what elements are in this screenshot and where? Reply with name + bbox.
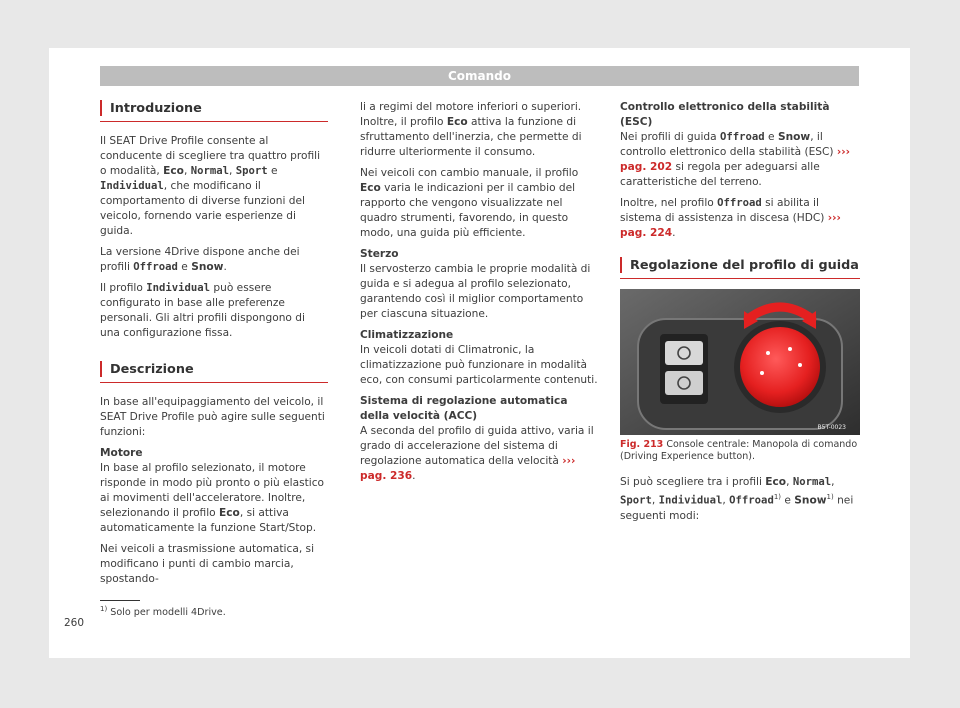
paragraph: Il SEAT Drive Profile consente al conducente di scegliere tra quattro profili o modalità, Eco, Normal, Sport e Individual, che modificano il comportamento di diverse funzioni del veicolo, fornendo varie esperienze di guida. — [100, 135, 321, 237]
paragraph: In base all'equipaggiamento del veicolo, il SEAT Drive Profile può agire sulle seguenti funzioni: — [100, 396, 325, 438]
paragraph: La versione 4Drive dispone anche dei profili Offroad e Snow. — [100, 246, 300, 273]
page-link[interactable]: ››› pag. 224 — [620, 212, 841, 239]
paragraph: Nei profili di guida Offroad e Snow, il controllo elettronico della stabilità (ESC) ››› pag. 202 si regola per adeguarsi alle caratteristiche del terreno. — [620, 131, 851, 188]
page-link[interactable]: ››› pag. 202 — [620, 146, 851, 173]
heading-marker — [620, 257, 622, 273]
page-header: Comando — [100, 66, 859, 86]
paragraph: Nei veicoli a trasmissione automatica, si modificano i punti di cambio marcia, spostando- — [100, 543, 315, 585]
column-3 — [620, 100, 860, 530]
section-heading-regolazione: Regolazione del profilo di guida — [620, 257, 860, 279]
column-1 — [100, 100, 328, 593]
knob-icon-offroad — [798, 363, 802, 367]
page-number: 260 — [64, 617, 85, 629]
column-2 — [360, 100, 600, 490]
console-illustration — [620, 289, 860, 435]
page-link[interactable]: ››› pag. 236 — [360, 455, 576, 482]
paragraph: Il servosterzo cambia le proprie modalità di guida e si adegua al profilo selezionato, garantendo così il miglior comportamento per ciascuna situazione. — [360, 263, 591, 320]
knob-icon-eco — [766, 351, 770, 355]
subheading-acc: Sistema di regolazione automatica della velocità (ACC) — [360, 395, 568, 422]
paragraph: A seconda del profilo di guida attivo, varia il grado di accelerazione del sistema di regolazione automatica della velocità ››› pag. 236. — [360, 425, 594, 482]
paragraph: Nei veicoli con cambio manuale, il profilo Eco varia le indicazioni per il cambio del rapporto che vengono visualizzate nel quadro strumenti, favorendo, in questo modo, una guida più efficiente. — [360, 167, 579, 239]
subheading-climatizzazione: Climatizzazione — [360, 329, 454, 341]
auto-hold-button — [665, 371, 703, 395]
heading-marker — [100, 361, 102, 377]
paragraph: Inoltre, nel profilo Offroad si abilita il sistema di assistenza in discesa (HDC) ››› pag. 224. — [620, 197, 841, 239]
heading-marker — [100, 100, 102, 116]
paragraph: li a regimi del motore inferiori o superiori. Inoltre, il profilo Eco attiva la funzione di sfruttamento dell'inerzia, che permette di ridurre ulteriormente il consumo. — [360, 101, 582, 158]
subheading-sterzo: Sterzo — [360, 248, 399, 260]
paragraph: Il profilo Individual può essere configurato in base alle preferenze personali. Gli altri profili dispongono di una configurazione fissa. — [100, 282, 305, 339]
footnote-rule — [100, 600, 140, 601]
paragraph: Si può scegliere tra i profili Eco, Normal, Sport, Individual, Offroad$^{1)}$ e Snow$^{1)}$ nei seguenti modi: — [620, 476, 854, 522]
subheading-motore: Motore — [100, 447, 143, 459]
knob-icon-sport — [788, 347, 792, 351]
knob-icon-snow — [760, 371, 764, 375]
paragraph: In veicoli dotati di Climatronic, la climatizzazione può funzionare in modalità eco, con consumi particolarmente contenuti. — [360, 344, 598, 386]
subheading-esc: Controllo elettronico della stabilità (ESC) — [620, 101, 830, 128]
figure-caption: Fig. 213 Console centrale: Manopola di comando (Driving Experience button). — [620, 439, 858, 462]
figure-console-knob — [620, 289, 860, 435]
footnote: $^{1)}$ Solo per modelli 4Drive. — [100, 600, 350, 618]
driving-experience-knob — [740, 327, 820, 407]
section-heading-descrizione: Descrizione — [100, 361, 328, 383]
figure-code: B5T-0023 — [817, 424, 846, 431]
parking-brake-button — [665, 341, 703, 365]
paragraph: In base al profilo selezionato, il motore risponde in modo più pronto o più elastico ai movimenti dell'acceleratore. Inoltre, selezionando il profilo Eco, si attiva automaticamente la funzione Start/Stop. — [100, 462, 325, 534]
section-heading-introduzione: Introduzione — [100, 100, 328, 122]
